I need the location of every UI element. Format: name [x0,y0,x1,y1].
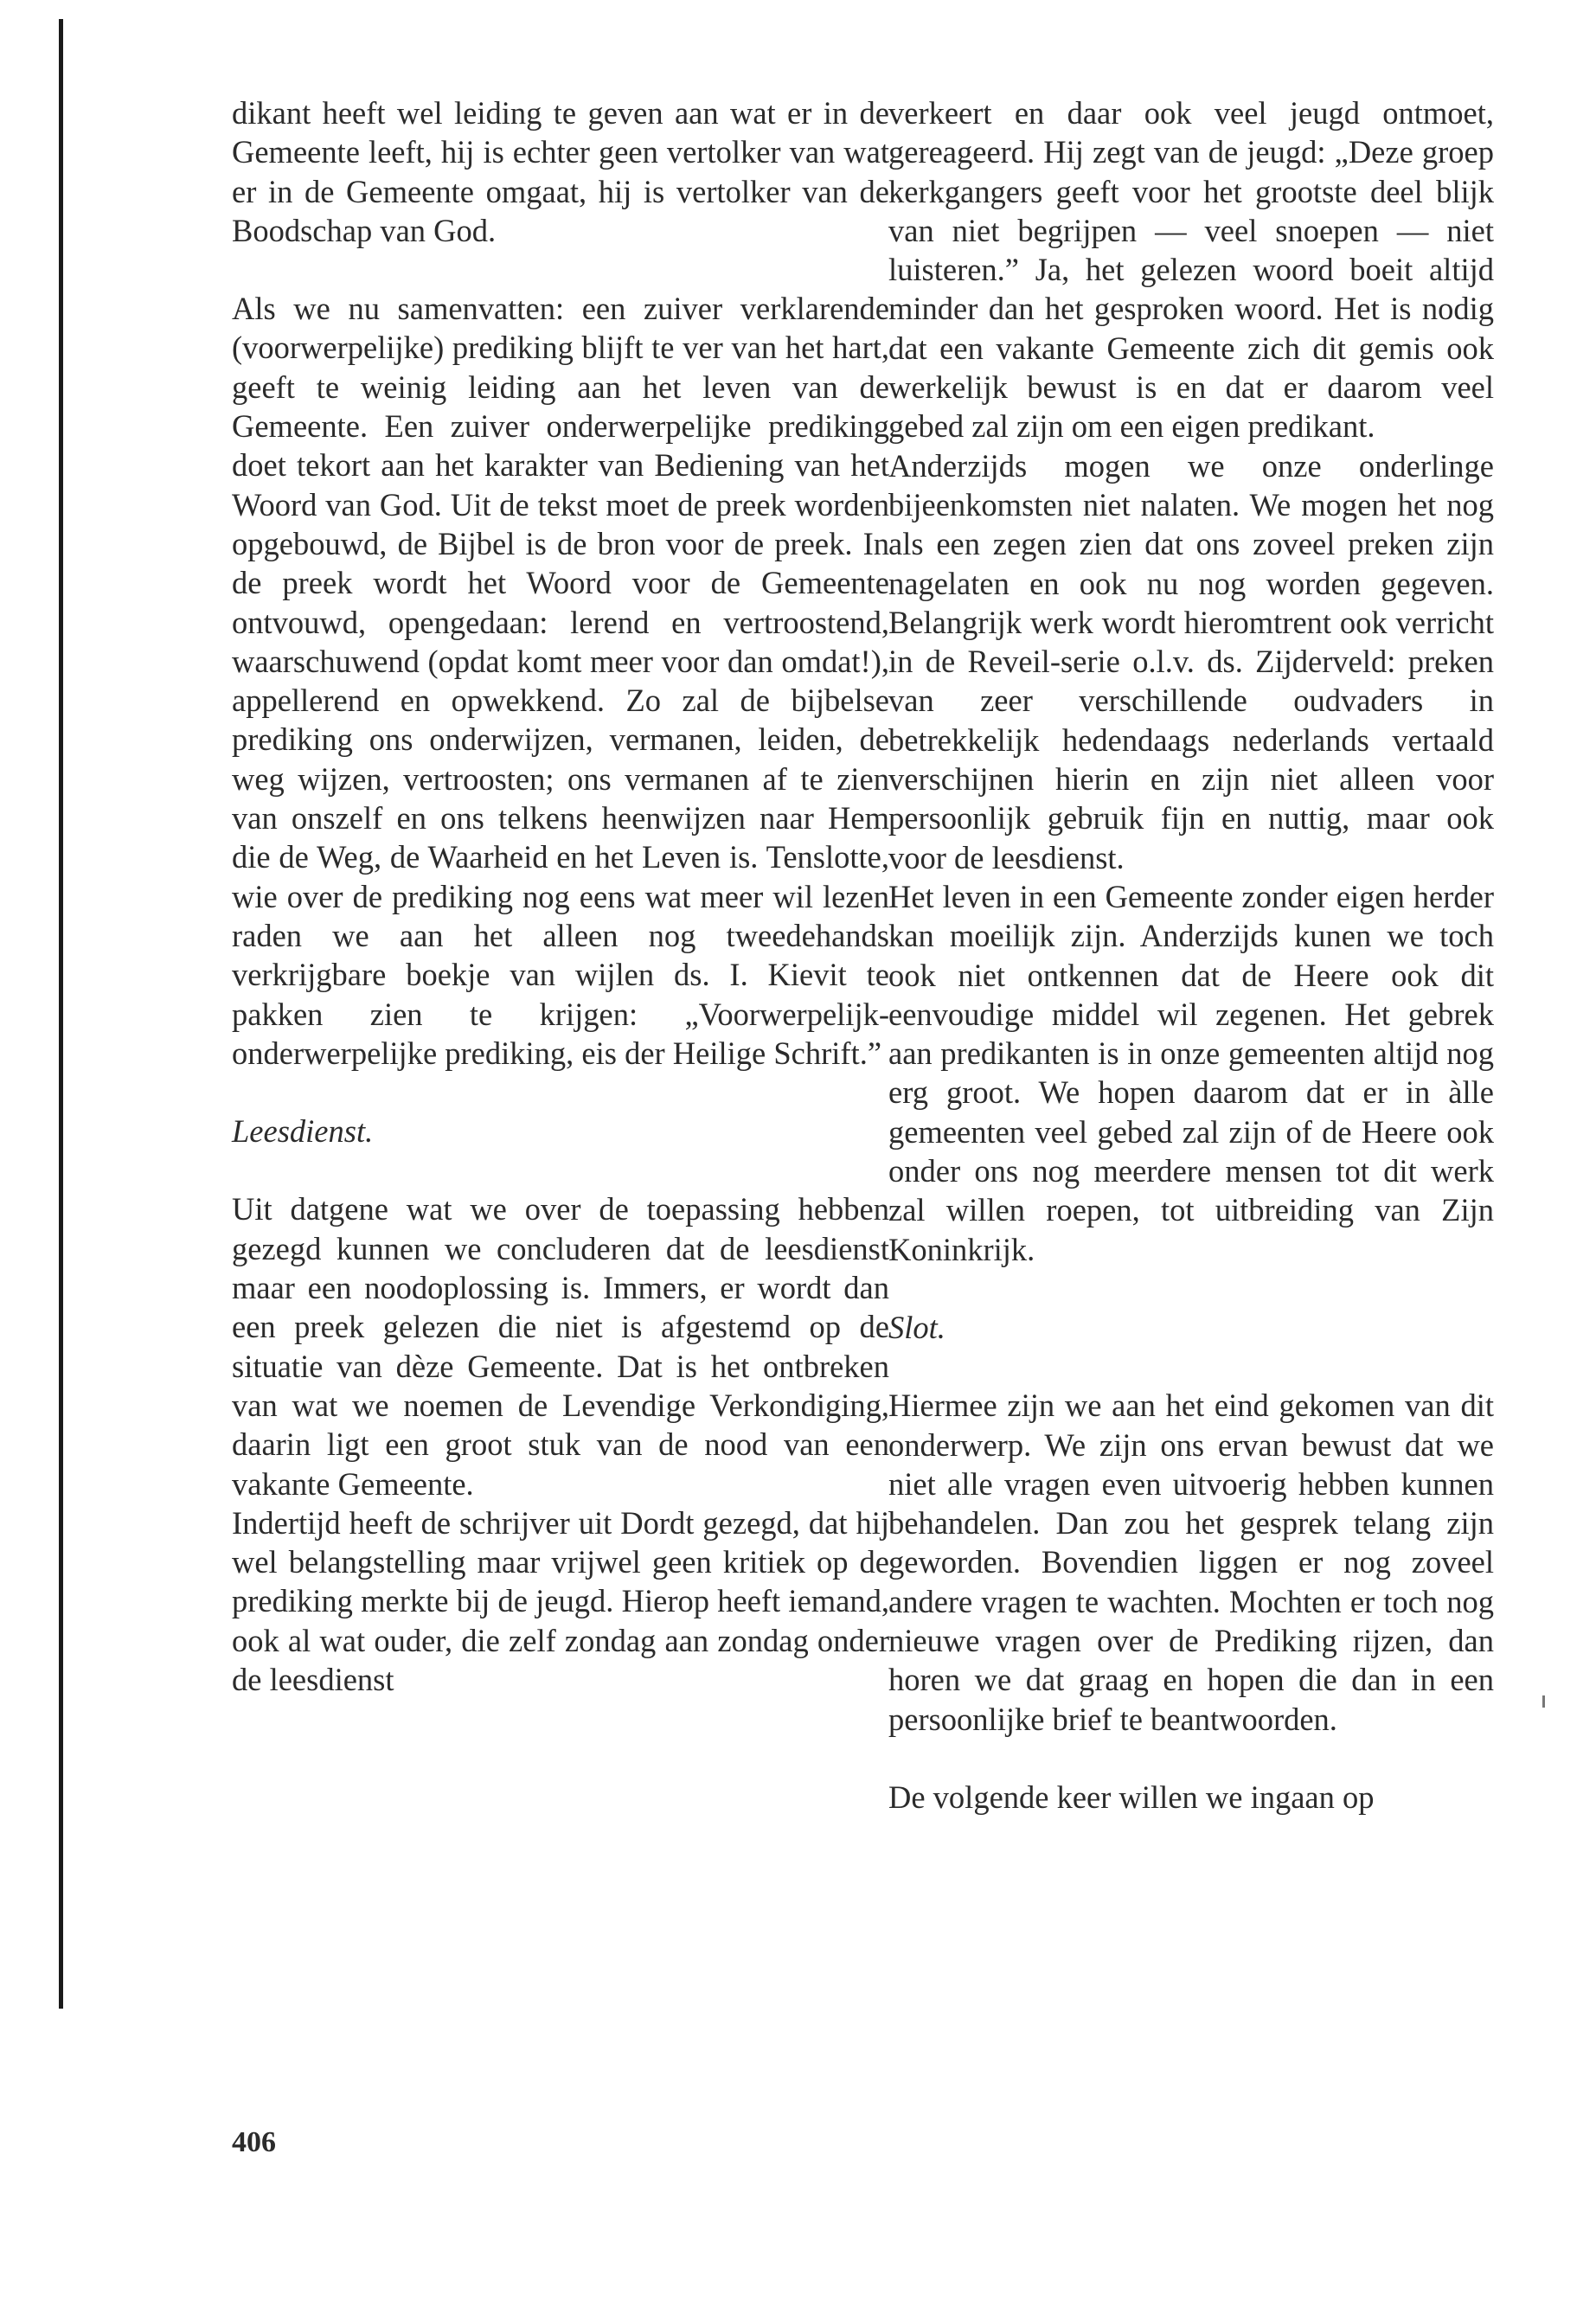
section-heading-slot: Slot. [888,1309,945,1345]
right-column [888,93,1494,1817]
right-paragraph-2: Anderzijds mogen we onze onderlinge bijeenkomsten niet nalaten. We mogen het nog als een zegen zien dat ons zoveel preken zijn nagelaten en ook nu nog worden gegeven. Belangrijk werk wordt hieromtrent ook verricht in de Reveil-serie o.l.v. ds. Zijderveld: preken van zeer verschillende oudvaders in betrekkelijk hedendaags nederlands vertaald verschijnen hierin en zijn niet alleen voor persoonlijk gebruik fijn en nuttig, maar ook voor de leesdienst. [888,447,1494,875]
right-paragraph-3: Het leven in een Gemeente zonder eigen herder kan moeilijk zijn. Anderzijds kunen we toch ook niet ontkennen dat de Heere ook dit eenvoudige middel wil zegenen. Het gebrek aan predikanten is in onze gemeenten altijd nog erg groot. We hopen daarom dat er in àlle gemeenten veel gebed zal zijn of de Heere ook onder ons nog meerdere mensen tot dit werk zal willen roepen, tot uitbreiding van Zijn Koninkrijk. [888,878,1494,1267]
right-paragraph-4: Hiermee zijn we aan het eind gekomen van dit onderwerp. We zijn ons ervan bewust dat we niet alle vragen even uitvoerig hebben kunnen behandelen. Dan zou het gesprek telang zijn geworden. Bovendien liggen er nog zoveel andere vragen te wachten. Mochten er toch nog nieuwe vragen over de Prediking rijzen, dan horen we dat graag en hopen die dan in een persoonlijke brief te beantwoorden. [888,1388,1494,1737]
left-column [232,93,889,1699]
edge-mark [1542,1695,1545,1708]
left-paragraph-4: Indertijd heeft de schrijver uit Dordt gezegd, dat hij wel belangstelling maar vrijwel geen kritiek op de prediking merkte bij de jeugd. Hierop heeft iemand, ook al wat ouder, die zelf zondag aan zondag onder de leesdienst [232,1504,889,1697]
margin-bar [59,19,63,2009]
page-number: 406 [232,2126,276,2158]
right-paragraph-1: verkeert en daar ook veel jeugd ontmoet, gereageerd. Hij zegt van de jeugd: „Deze groep kerkgangers geeft voor het grootste deel blijk van niet begrijpen — veel snoepen — niet luisteren.” Ja, het gelezen woord boeit altijd minder dan het gesproken woord. Het is nodig dat een vakante Gemeente zich dit gemis ook werkelijk bewust is en dat er daarom veel gebed zal zijn om een eigen predikant. [888,95,1494,445]
right-paragraph-5: De volgende keer willen we ingaan op [888,1779,1375,1815]
left-paragraph-1: dikant heeft wel leiding te geven aan wat er in de Gemeente leeft, hij is echter geen vertolker van wat er in de Gemeente omgaat, hij is vertolker van de Boodschap van God. [232,95,889,248]
left-paragraph-2: Als we nu samenvatten: een zuiver verklarende (voorwerpelijke) prediking blijft te ver van het hart, geeft te weinig leiding aan het leven van de Gemeente. Een zuiver onderwerpelijke prediking doet tekort aan het karakter van Bediening van het Woord van God. Uit de tekst moet de preek worden opgebouwd, de Bijbel is de bron voor de preek. In de preek wordt het Woord voor de Gemeente ontvouwd, opengedaan: lerend en vertroostend, waarschuwend (opdat komt meer voor dan omdat!), appellerend en opwekkend. Zo zal de bijbelse prediking ons onderwijzen, vermanen, leiden, de weg wijzen, vertroosten; ons vermanen af te zien van onszelf en ons telkens heenwijzen naar Hem die de Weg, de Waarheid en het Leven is. Tenslotte, wie over de prediking nog eens wat meer wil lezen raden we aan het alleen nog tweedehands verkrijgbare boekje van wijlen ds. I. Kievit te pakken zien te krijgen: „Voorwerpelijk-onderwerpelijke prediking, eis der Heilige Schrift.” [232,291,889,1071]
section-heading-leesdienst: Leesdienst. [232,1113,374,1150]
left-paragraph-3: Uit datgene wat we over de toepassing hebben gezegd kunnen we concluderen dat de leesdienst maar een noodoplossing is. Immers, er wordt dan een preek gelezen die niet is afgestemd op de situatie van dèze Gemeente. Dat is het ontbreken van wat we noemen de Levendige Verkondiging, daarin ligt een groot stuk van de nood van een vakante Gemeente. [232,1191,889,1502]
